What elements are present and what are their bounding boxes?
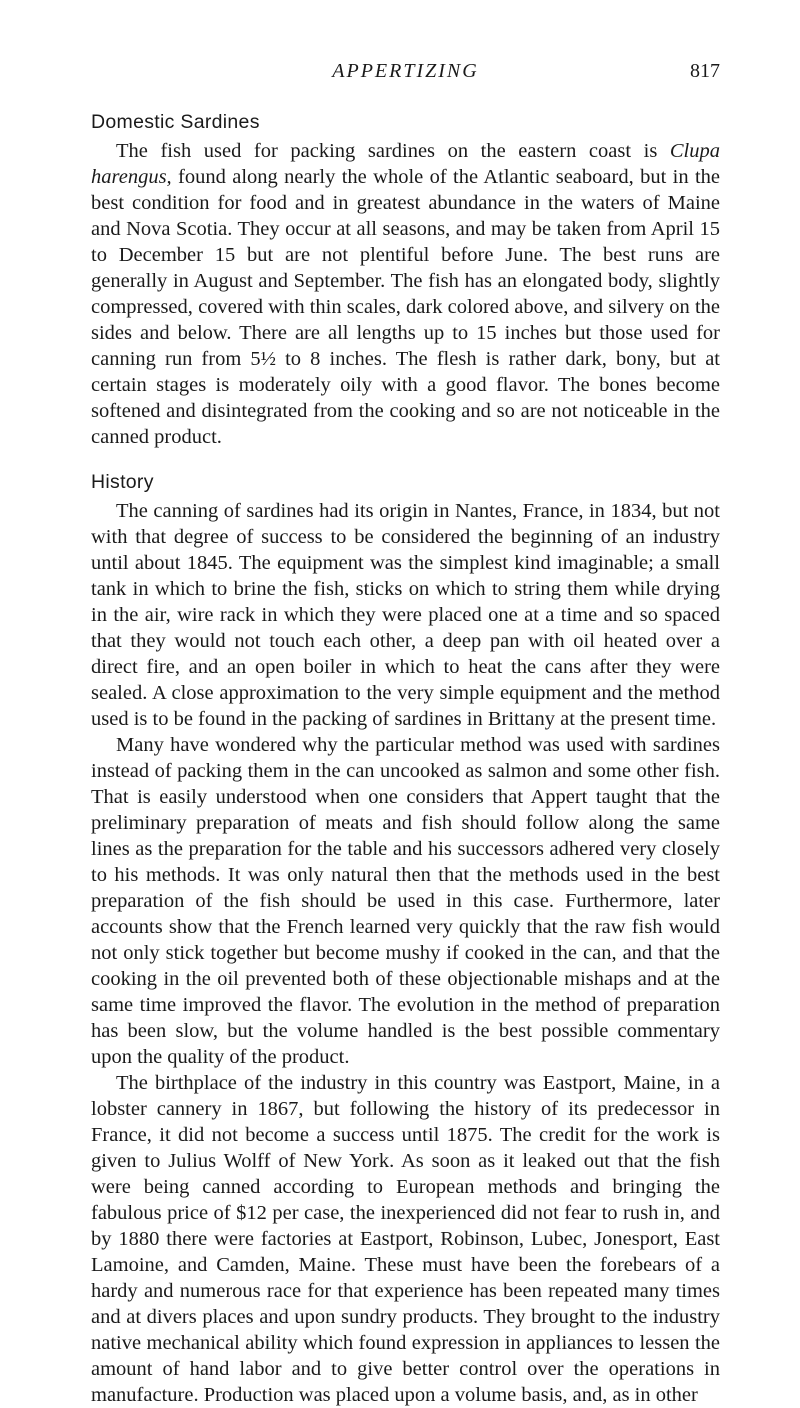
section-history — [91, 470, 720, 1408]
paragraph-text: found along nearly the whole of the Atlantic seaboard, but in the best condition for food and in greatest abundance in the waters of Maine and Nova Scotia. They occur at all seasons, and may be taken from April 15 to December 15 but are not plentiful before June. The best runs are generally in August and September. The fish has an elongated body, slightly compressed, covered with thin scales, dark colored above, and silvery on the sides and below. There are all lengths up to 15 inches but those used for canning run from 5½ to 8 inches. The flesh is rather dark, bony, but at certain stages is moderately oily with a good flavor. The bones become softened and disintegrated from the cooking and so are not noticeable in the canned product. — [91, 166, 720, 448]
species-name: Clupa harengus, — [91, 140, 720, 188]
paragraph-text: Many have wondered why the particular method was used with sardines instead of packing them in the can uncooked as salmon and some other fish. That is easily understood when one considers that Appert taught that the preliminary preparation of meats and fish should follow along the same lines as the preparation for the table and his successors adhered very closely to his methods. It was only natural then that the methods used in the best preparation of the fish should be used in this case. Furthermore, later accounts show that the French learned very quickly that the raw fish would not only stick together but become mushy if cooked in the can, and that the cooking in the oil prevented both of these objectionable mishaps and at the same time improved the flavor. The evolution in the method of preparation has been slow, but the volume handled is the best possible commentary upon the quality of the product. — [91, 734, 720, 1068]
paragraph — [91, 138, 720, 450]
section-heading: History — [91, 471, 154, 493]
section-domestic-sardines — [91, 110, 720, 450]
running-title: APPERTIZING — [332, 60, 479, 82]
paragraph-text: The birthplace of the industry in this country was Eastport, Maine, in a lobster cannery in 1867, but following the history of its predecessor in France, it did not become a success until 1875. The credit for the work is given to Julius Wolff of New York. As soon as it leaked out that the fish were being canned according to European methods and bringing the fabulous price of $12 per case, the inexperienced did not fear to rush in, and by 1880 there were factories at Eastport, Robinson, Lubec, Jonesport, East Lamoine, and Camden, Maine. These must have been the forebears of a hardy and numerous race for that experience has been repeated many times and at divers places and upon sundry products. They brought to the industry native mechanical ability which found expression in appliances to lessen the amount of hand labor and to give better control over the operations in manufacture. Production was placed upon a volume basis, and, as in other — [91, 1072, 720, 1406]
section-heading: Domestic Sardines — [91, 111, 260, 133]
paragraph-text: The fish used for packing sardines on the eastern coast is — [116, 140, 670, 162]
running-header — [91, 60, 720, 88]
paragraph — [91, 1070, 720, 1408]
page-number: 817 — [690, 60, 720, 82]
paragraph — [91, 732, 720, 1070]
paragraph-text: The canning of sardines had its origin in Nantes, France, in 1834, but not with that degree of success to be considered the beginning of an industry until about 1845. The equipment was the simplest kind imaginable; a small tank in which to brine the fish, sticks on which to string them while drying in the air, wire rack in which they were placed one at a time and so spaced that they would not touch each other, a deep pan with oil heated over a direct fire, and an open boiler in which to heat the cans after they were sealed. A close approximation to the very simple equipment and the method used is to be found in the packing of sardines in Brittany at the present time. — [91, 500, 720, 730]
paragraph — [91, 498, 720, 732]
